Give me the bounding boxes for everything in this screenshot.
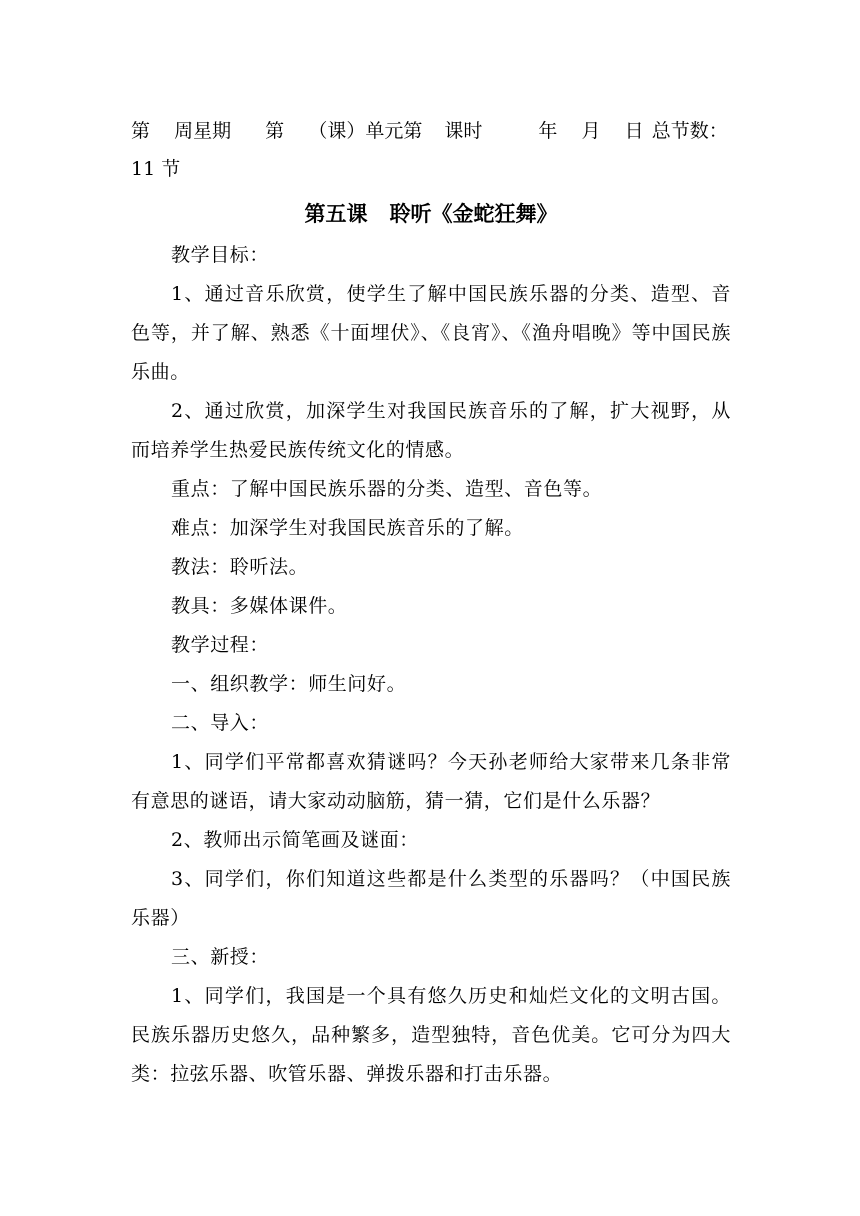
paragraph: 3、同学们，你们知道这些都是什么类型的乐器吗？（中国民族乐器） bbox=[131, 868, 731, 929]
paragraph: 2、教师出示简笔画及谜面： bbox=[171, 829, 419, 851]
paragraph: 难点：加深学生对我国民族音乐的了解。 bbox=[171, 517, 524, 539]
paragraph: 教法：聆听法。 bbox=[171, 556, 309, 578]
header-total-value: 11 节 bbox=[131, 158, 181, 180]
page-title: 第五课 聆听《金蛇狂舞》 bbox=[304, 202, 558, 226]
paragraph: 二、导入： bbox=[171, 712, 270, 734]
paragraph: 一、组织教学：师生问好。 bbox=[171, 673, 407, 695]
header-unit: 第 （课）单元第 bbox=[265, 120, 423, 142]
lesson-header bbox=[131, 112, 731, 150]
paragraph: 教学过程： bbox=[171, 634, 270, 656]
header-date: 年 月 日 bbox=[538, 120, 644, 142]
document-content bbox=[131, 112, 731, 1094]
paragraph: 教具：多媒体课件。 bbox=[171, 595, 348, 617]
paragraph: 1、通过音乐欣赏，使学生了解中国民族乐器的分类、造型、音色等，并了解、熟悉《十面埋伏》、《良宵》、《渔舟唱晚》等中国民族乐曲。 bbox=[131, 283, 731, 383]
paragraph: 1、同学们，我国是一个具有悠久历史和灿烂文化的文明古国。民族乐器历史悠久，品种繁多，造型独特，音色优美。它可分为四大类：拉弦乐器、吹管乐器、弹拨乐器和打击乐器。 bbox=[131, 985, 731, 1085]
paragraph: 教学目标： bbox=[171, 244, 270, 266]
paragraph: 2、通过欣赏，加深学生对我国民族音乐的了解，扩大视野，从而培养学生热爱民族传统文化的情感。 bbox=[131, 400, 731, 461]
paragraph: 重点：了解中国民族乐器的分类、造型、音色等。 bbox=[171, 478, 603, 500]
header-period: 课时 bbox=[444, 120, 483, 142]
header-total-label: 总节数： bbox=[651, 120, 728, 142]
paragraph: 1、同学们平常都喜欢猜谜吗？今天孙老师给大家带来几条非常有意思的谜语，请大家动动脑筋，猜一猜，它们是什么乐器？ bbox=[131, 751, 731, 812]
header-week: 第 周星期 bbox=[131, 120, 232, 142]
paragraph: 三、新授： bbox=[171, 946, 270, 968]
